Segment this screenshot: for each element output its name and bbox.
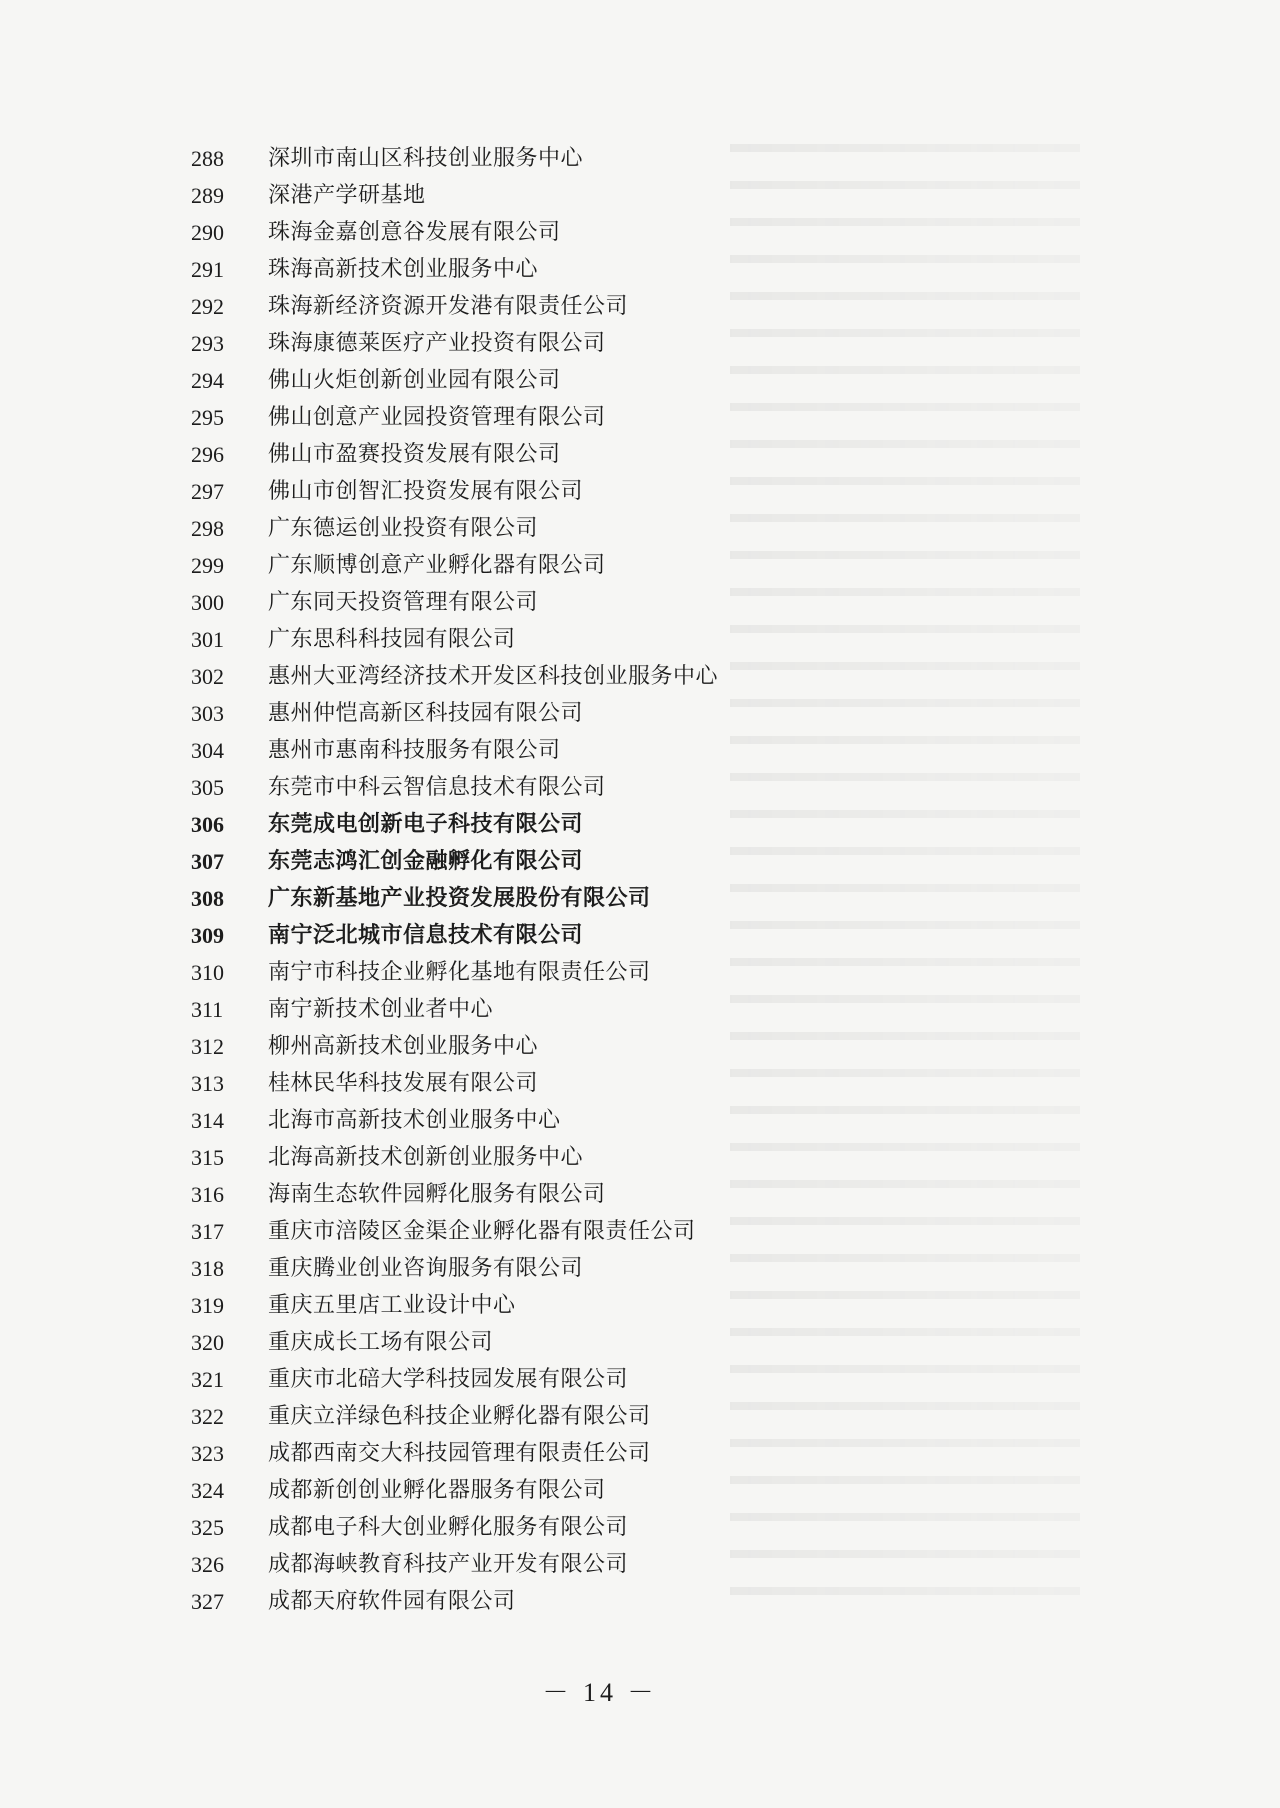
list-item <box>0 1065 1280 1102</box>
entry-number: 304 <box>191 738 224 763</box>
entry-number: 311 <box>191 997 224 1022</box>
entry-name: 柳州高新技术创业服务中心 <box>268 1034 539 1059</box>
entry-number: 294 <box>191 368 224 393</box>
entry-name: 南宁泛北城市信息技术有限公司 <box>268 922 584 948</box>
entry-name: 珠海金嘉创意谷发展有限公司 <box>268 220 561 245</box>
entry-name: 重庆立洋绿色科技企业孵化器有限公司 <box>268 1404 651 1429</box>
entry-number: 301 <box>191 627 224 652</box>
entry-number: 317 <box>191 1219 224 1244</box>
list-item <box>0 1361 1280 1398</box>
entry-name: 重庆五里店工业设计中心 <box>268 1293 516 1318</box>
entry-name: 重庆腾业创业咨询服务有限公司 <box>268 1256 584 1281</box>
entry-number: 312 <box>191 1034 224 1059</box>
entry-number: 288 <box>191 146 224 171</box>
list-item <box>0 1509 1280 1546</box>
list-item <box>0 769 1280 806</box>
entry-name: 南宁新技术创业者中心 <box>268 997 494 1022</box>
list-item <box>0 621 1280 658</box>
list-item <box>0 1250 1280 1287</box>
entry-number: 292 <box>191 294 224 319</box>
list-item <box>0 214 1280 251</box>
list-item <box>0 473 1280 510</box>
list-item <box>0 1435 1280 1472</box>
list-item <box>0 1028 1280 1065</box>
entry-number: 289 <box>191 183 224 208</box>
entry-name: 南宁市科技企业孵化基地有限责任公司 <box>268 960 651 985</box>
list-item <box>0 177 1280 214</box>
list-item <box>0 880 1280 917</box>
entry-name: 惠州大亚湾经济技术开发区科技创业服务中心 <box>268 664 719 689</box>
entry-name: 成都电子科大创业孵化服务有限公司 <box>268 1515 629 1540</box>
list-item <box>0 1213 1280 1250</box>
entry-number: 313 <box>191 1071 224 1096</box>
entry-number: 320 <box>191 1330 224 1355</box>
list-item <box>0 399 1280 436</box>
list-item <box>0 251 1280 288</box>
list-item <box>0 547 1280 584</box>
list-item <box>0 917 1280 954</box>
entry-number: 309 <box>191 923 224 948</box>
entry-list <box>0 140 1280 1620</box>
entry-number: 316 <box>191 1182 224 1207</box>
entry-number: 325 <box>191 1515 224 1540</box>
list-item <box>0 362 1280 399</box>
entry-name: 重庆成长工场有限公司 <box>268 1330 494 1355</box>
entry-number: 323 <box>191 1441 224 1466</box>
entry-name: 东莞市中科云智信息技术有限公司 <box>268 775 606 800</box>
entry-name: 广东新基地产业投资发展股份有限公司 <box>268 885 651 911</box>
entry-name: 深圳市南山区科技创业服务中心 <box>268 146 584 171</box>
entry-name: 佛山火炬创新创业园有限公司 <box>268 368 561 393</box>
entry-name: 珠海高新技术创业服务中心 <box>268 257 539 282</box>
entry-number: 290 <box>191 220 224 245</box>
list-item <box>0 806 1280 843</box>
entry-number: 300 <box>191 590 224 615</box>
entry-number: 318 <box>191 1256 224 1281</box>
entry-number: 322 <box>191 1404 224 1429</box>
entry-name: 北海市高新技术创业服务中心 <box>268 1108 561 1133</box>
list-item <box>0 1324 1280 1361</box>
entry-name: 广东德运创业投资有限公司 <box>268 516 539 541</box>
entry-number: 298 <box>191 516 224 541</box>
entry-number: 297 <box>191 479 224 504</box>
entry-name: 珠海康德莱医疗产业投资有限公司 <box>268 331 606 356</box>
entry-number: 319 <box>191 1293 224 1318</box>
list-item <box>0 1583 1280 1620</box>
entry-name: 北海高新技术创新创业服务中心 <box>268 1145 584 1170</box>
entry-name: 东莞志鸿汇创金融孵化有限公司 <box>268 848 584 874</box>
list-item <box>0 658 1280 695</box>
list-item <box>0 732 1280 769</box>
entry-number: 305 <box>191 775 224 800</box>
entry-name: 广东思科科技园有限公司 <box>268 627 516 652</box>
list-item <box>0 1139 1280 1176</box>
entry-number: 303 <box>191 701 224 726</box>
entry-number: 326 <box>191 1552 224 1577</box>
entry-name: 成都海峡教育科技产业开发有限公司 <box>268 1552 629 1577</box>
entry-number: 293 <box>191 331 224 356</box>
entry-name: 重庆市北碚大学科技园发展有限公司 <box>268 1367 629 1392</box>
list-item <box>0 1546 1280 1583</box>
entry-name: 重庆市涪陵区金渠企业孵化器有限责任公司 <box>268 1219 696 1244</box>
entry-number: 295 <box>191 405 224 430</box>
entry-number: 310 <box>191 960 224 985</box>
entry-name: 惠州市惠南科技服务有限公司 <box>268 738 561 763</box>
list-item <box>0 140 1280 177</box>
list-item <box>0 288 1280 325</box>
entry-name: 桂林民华科技发展有限公司 <box>268 1071 539 1096</box>
entry-name: 广东同天投资管理有限公司 <box>268 590 539 615</box>
entry-number: 314 <box>191 1108 224 1133</box>
entry-number: 327 <box>191 1589 224 1614</box>
entry-name: 广东顺博创意产业孵化器有限公司 <box>268 553 606 578</box>
entry-number: 291 <box>191 257 224 282</box>
entry-name: 海南生态软件园孵化服务有限公司 <box>268 1182 606 1207</box>
entry-number: 315 <box>191 1145 224 1170</box>
list-item <box>0 843 1280 880</box>
entry-name: 成都新创创业孵化器服务有限公司 <box>268 1478 606 1503</box>
list-item <box>0 991 1280 1028</box>
list-item <box>0 436 1280 473</box>
entry-name: 佛山市盈赛投资发展有限公司 <box>268 442 561 467</box>
list-item <box>0 325 1280 362</box>
page-number: － 14 － <box>542 1678 658 1707</box>
entry-name: 深港产学研基地 <box>268 183 426 208</box>
list-item <box>0 584 1280 621</box>
entry-name: 东莞成电创新电子科技有限公司 <box>268 811 584 837</box>
entry-name: 惠州仲恺高新区科技园有限公司 <box>268 701 584 726</box>
list-item <box>0 510 1280 547</box>
entry-name: 成都西南交大科技园管理有限责任公司 <box>268 1441 651 1466</box>
entry-number: 306 <box>191 812 224 837</box>
entry-number: 307 <box>191 849 224 874</box>
entry-number: 299 <box>191 553 224 578</box>
entry-number: 321 <box>191 1367 224 1392</box>
entry-name: 珠海新经济资源开发港有限责任公司 <box>268 294 629 319</box>
entry-number: 308 <box>191 886 224 911</box>
entry-number: 324 <box>191 1478 224 1503</box>
entry-number: 296 <box>191 442 224 467</box>
list-item <box>0 695 1280 732</box>
entry-number: 302 <box>191 664 224 689</box>
entry-name: 佛山市创智汇投资发展有限公司 <box>268 479 584 504</box>
list-item <box>0 1398 1280 1435</box>
list-item <box>0 1102 1280 1139</box>
entry-name: 成都天府软件园有限公司 <box>268 1589 516 1614</box>
entry-name: 佛山创意产业园投资管理有限公司 <box>268 405 606 430</box>
list-item <box>0 954 1280 991</box>
list-item <box>0 1176 1280 1213</box>
list-item <box>0 1472 1280 1509</box>
list-item <box>0 1287 1280 1324</box>
